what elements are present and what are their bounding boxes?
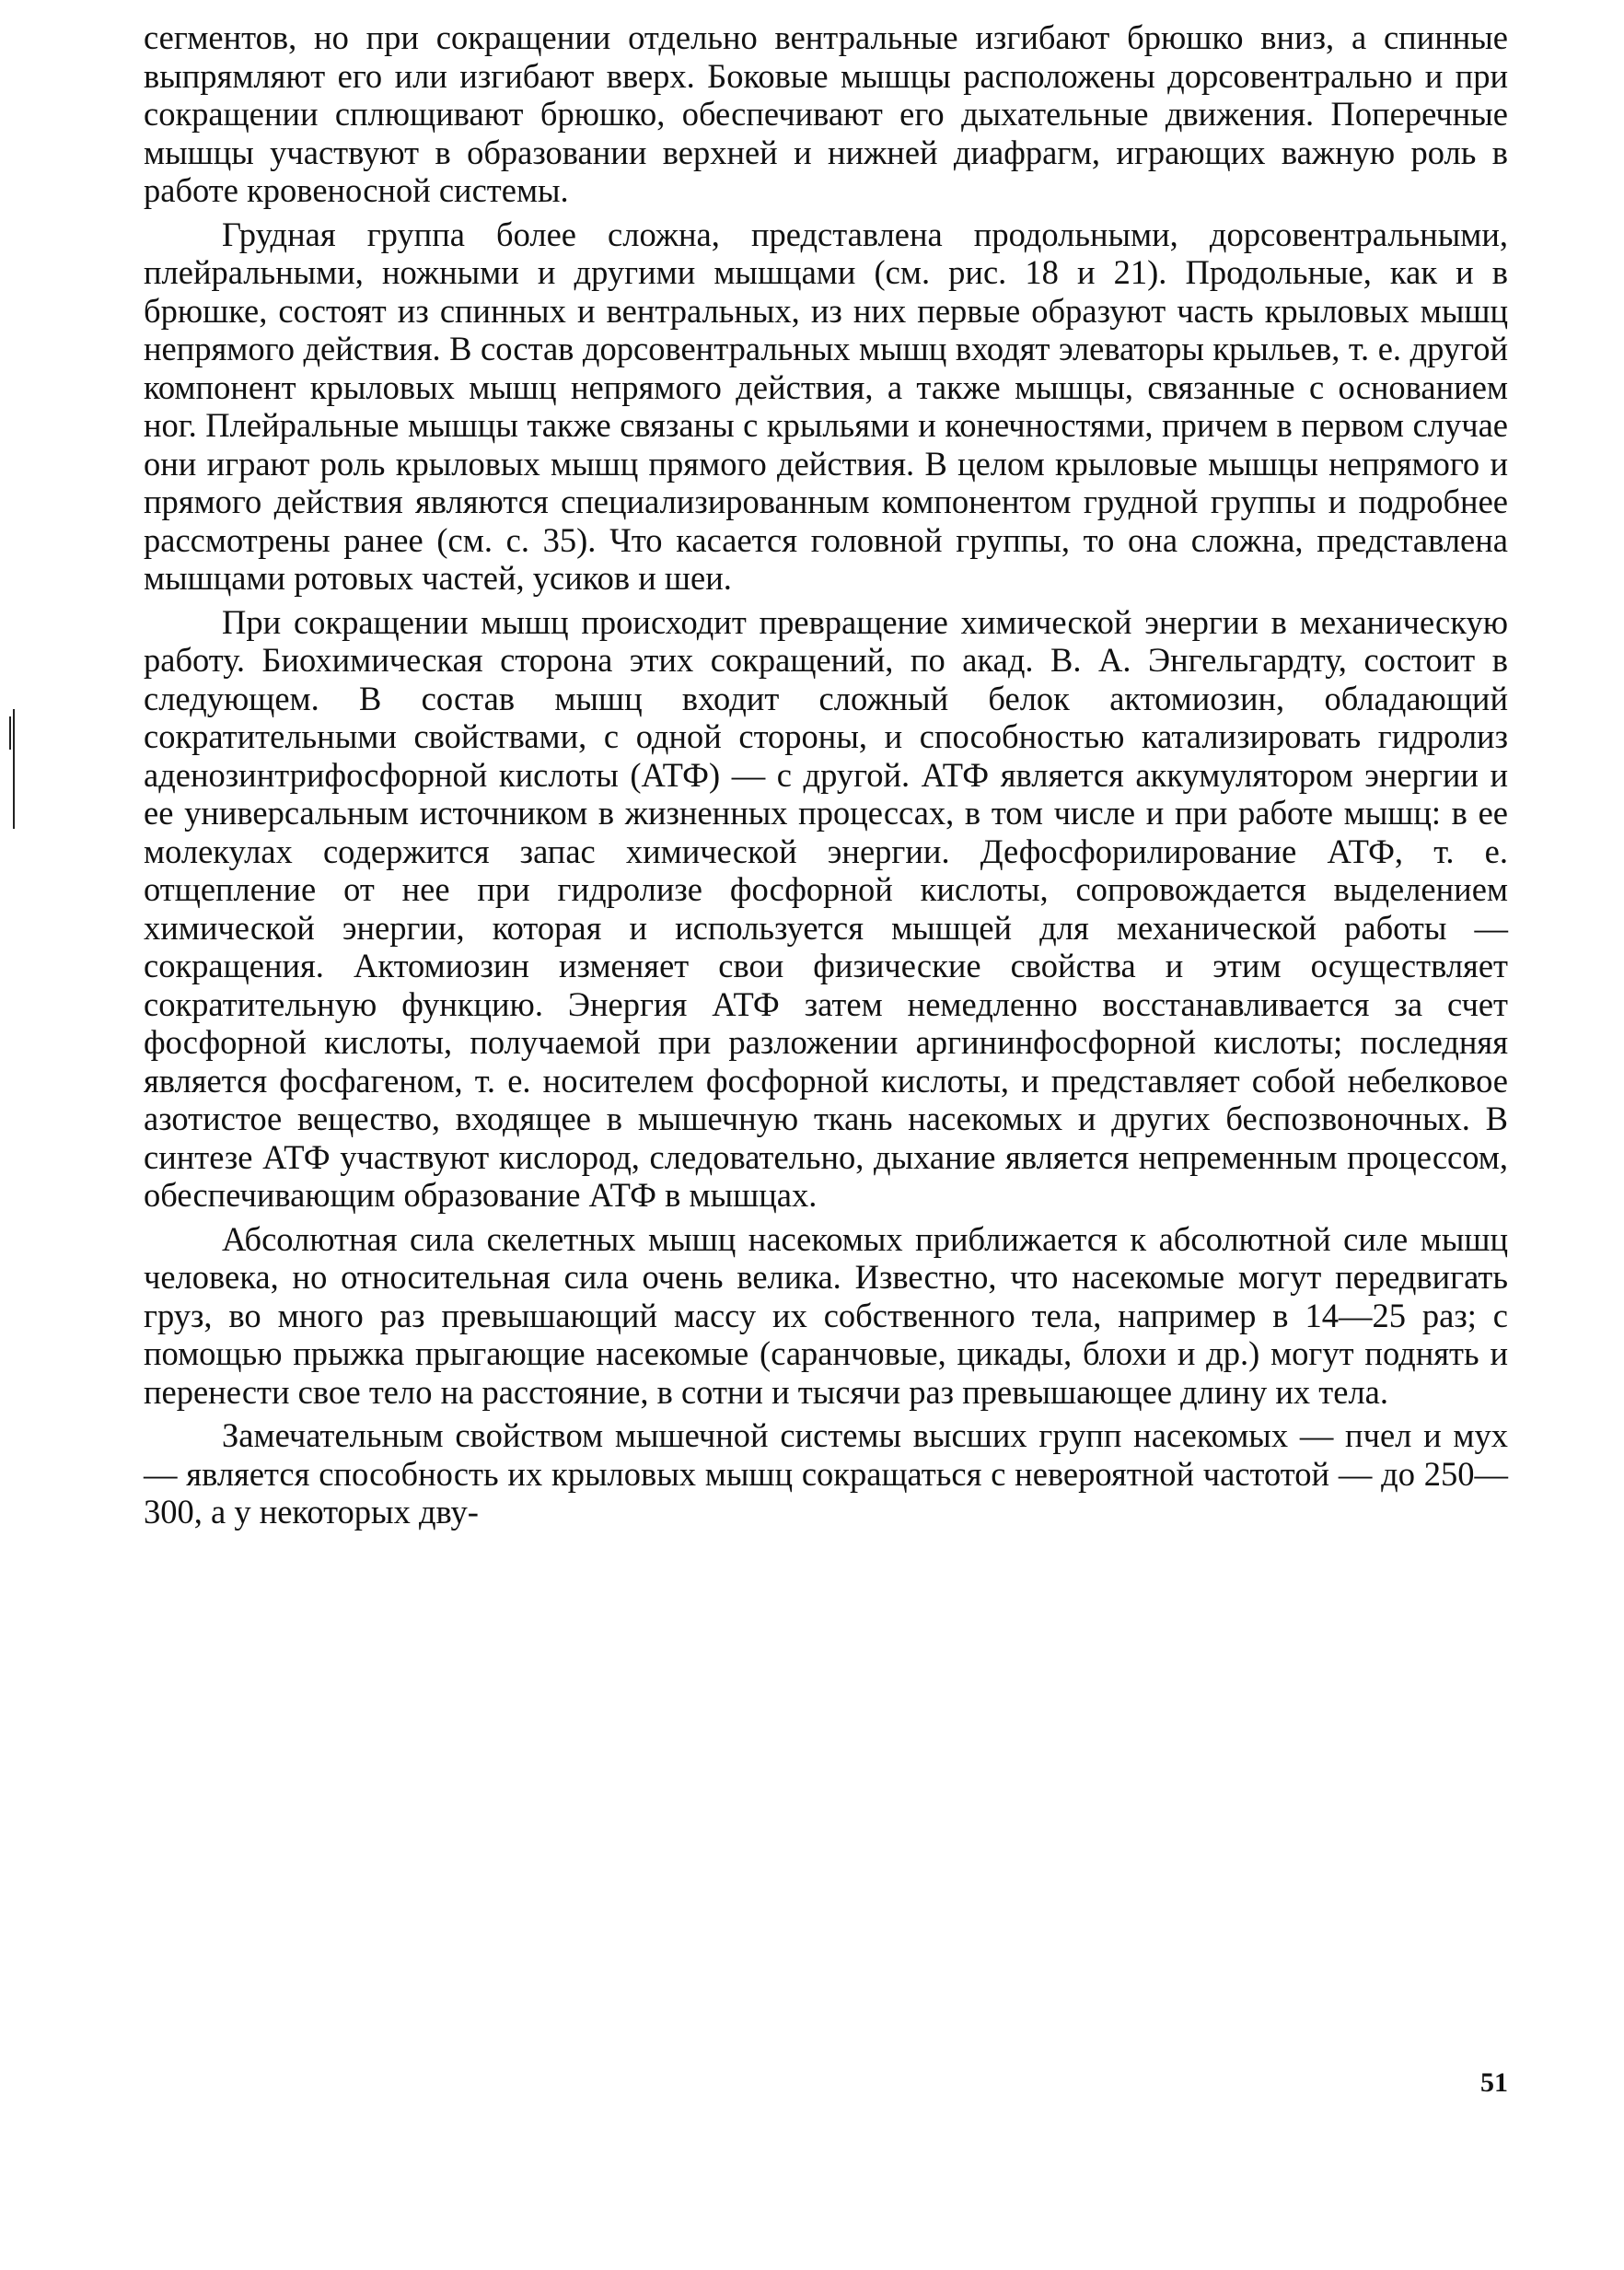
paragraph: При сокращении мышц происходит превращение химической энергии в механическую работу. Биохимическая сторона этих сокращений, по акад. В. А. Энгельгардту, состоит в следующем. В состав мышц входит сложный белок актомиозин, обладающий сократительными свойствами, с одной стороны, и способностью катализировать гидролиз аденозинтрифосфорной кислоты (АТФ) — с другой. АТФ является аккумулятором энергии и ее универсальным источником в жизненных процессах, в том числе и при работе мышц: в ее молекулах содержится запас химической энергии. Дефосфорилирование АТФ, т. е. отщепление от нее при гидролизе фосфорной кислоты, сопровождается выделением химической энергии, которая и используется мышцей для механической работы — сокращения. Актомиозин изменяет свои физические свойства и этим осуществляет сократительную функцию. Энергия АТФ затем немедленно восстанавливается за счет фосфорной кислоты, получаемой при разложении аргининфосфорной кислоты; последняя является фосфагеном, т. е. носителем фосфорной кислоты, и представляет собой небелковое азотистое вещество, входящее в мышечную ткань насекомых и других беспозвоночных. В синтезе АТФ участвуют кислород, следовательно, дыхание является непременным процессом, обеспечивающим образование АТФ в мышцах.: [144, 602, 1508, 1214]
margin-mark: [13, 709, 15, 829]
paragraph: Грудная группа более сложна, представлена продольными, дорсовентральными, плейральными, ножными и другими мышцами (см. рис. 18 и 21). Продольные, как и в брюшке, состоят из спинных и вентральных, из них первые образуют часть крыловых мышц непрямого действия. В состав дорсовентральных мышц входят элеваторы крыльев, т. е. другой компонент крыловых мышц непрямого действия, а также мышцы, связанные с основанием ног. Плейральные мышцы также связаны с крыльями и конечностями, причем в первом случае они играют роль крыловых мышц прямого действия. В целом крыловые мышцы непрямого и прямого действия являются специализированным компонентом грудной группы и подробнее рассмотрены ранее (см. с. 35). Что касается головной группы, то она сложна, представлена мышцами ротовых частей, усиков и шеи.: [144, 215, 1508, 597]
paragraph: сегментов, но при сокращении отдельно вентральные изгибают брюшко вниз, а спинные выпрямляют его или изгибают вверх. Боковые мышцы расположены дорсовентрально и при сокращении сплющивают брюшко, обеспечивают его дыхательные движения. Поперечные мышцы участвуют в образовании верхней и нижней диафрагм, играющих важную роль в работе кровеносной системы.: [144, 18, 1508, 209]
paragraph: Абсолютная сила скелетных мышц насекомых приближается к абсолютной силе мышц человека, но относительная сила очень велика. Известно, что насекомые могут передвигать груз, во много раз превышающий массу их собственного тела, например в 14—25 раз; с помощью прыжка прыгающие насекомые (саранчовые, цикады, блохи и др.) могут поднять и перенести свое тело на расстояние, в сотни и тысячи раз превышающее длину их тела.: [144, 1219, 1508, 1411]
page-number: 51: [1480, 2067, 1508, 2098]
paragraph: Замечательным свойством мышечной системы высших групп насекомых — пчел и мух — является способность их крыловых мышц сокращаться с невероятной частотой — до 250—300, а у некоторых дву-: [144, 1416, 1508, 1531]
margin-mark: [9, 716, 11, 750]
page-body: [144, 18, 1508, 1537]
